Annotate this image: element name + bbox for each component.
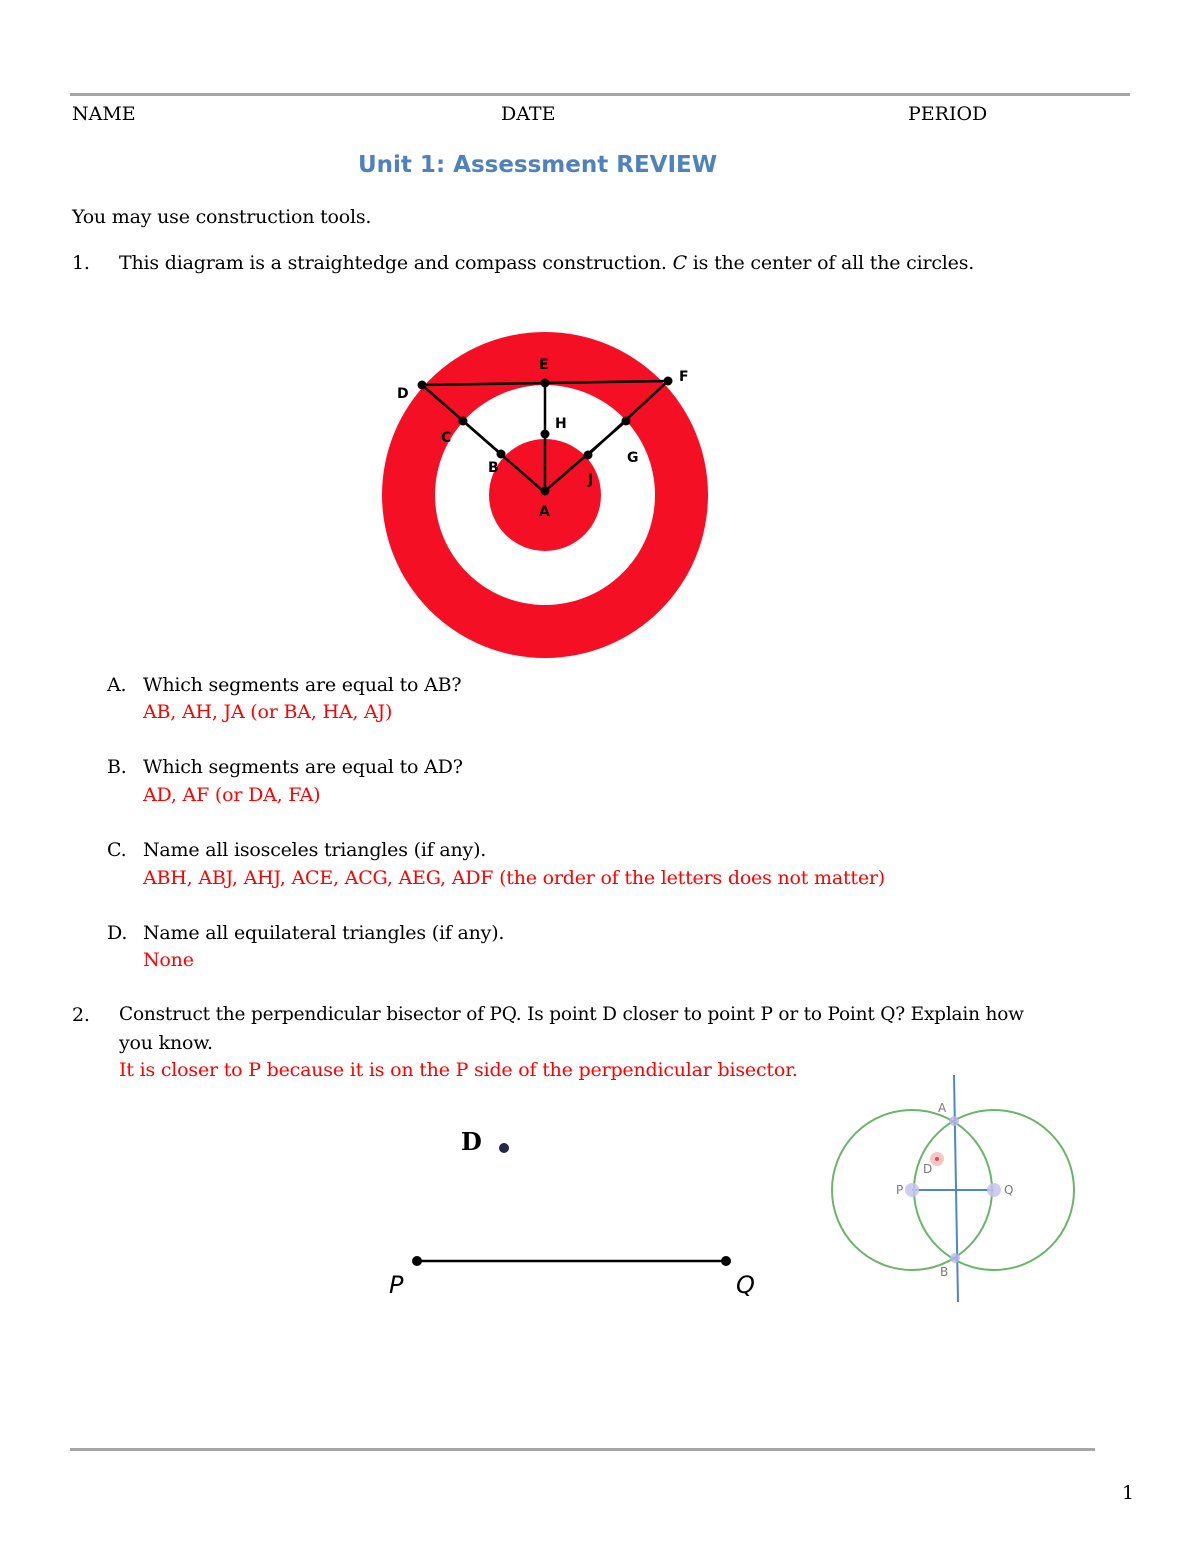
part-b-question: Which segments are equal to AD? [143, 756, 463, 778]
label-e: E [539, 357, 549, 373]
top-rule [70, 93, 1130, 96]
label-d: D [397, 386, 409, 402]
sol-label-b: B [940, 1265, 949, 1279]
part-d-question: Name all equilateral triangles (if any). [143, 922, 505, 944]
label-h: H [555, 416, 567, 432]
point-h [541, 430, 550, 439]
solution-diagram [830, 1070, 1080, 1310]
label-f: F [679, 369, 689, 385]
perpendicular-bisector [954, 1075, 958, 1302]
page-title: Unit 1: Assessment REVIEW [358, 152, 718, 178]
target-diagram [375, 325, 715, 665]
point-p-dot [412, 1256, 422, 1266]
part-a-letter: A. [107, 674, 127, 696]
point-p-label: P [389, 1271, 404, 1299]
part-c-letter: C. [107, 839, 127, 861]
point-d [418, 381, 427, 390]
point-p-marker [905, 1183, 919, 1197]
point-b-marker [950, 1253, 960, 1263]
q1-text-before: This diagram is a straightedge and compass construction. [119, 252, 667, 274]
part-d-answer: None [143, 949, 194, 971]
point-d-marker [935, 1157, 939, 1161]
sol-label-p: P [896, 1183, 904, 1197]
label-c: C [441, 430, 452, 446]
point-b [497, 450, 506, 459]
point-a [541, 487, 550, 496]
point-e [541, 379, 550, 388]
label-b: B [488, 460, 499, 476]
part-c-answer: ABH, ABJ, AHJ, ACE, ACG, AEG, ADF (the order of the letters does not matter) [143, 867, 885, 889]
label-j: J [588, 472, 594, 488]
period-label: PERIOD [908, 103, 988, 125]
point-q-label: Q [736, 1271, 755, 1299]
page-number: 1 [1122, 1482, 1134, 1504]
point-g [622, 417, 631, 426]
q2-answer: It is closer to P because it is on the P side of the perpendicular bisector. [119, 1059, 798, 1081]
q2-text-line2: you know. [119, 1032, 213, 1054]
part-a-answer: AB, AH, JA (or BA, HA, AJ) [143, 701, 393, 723]
point-d-label: D [461, 1127, 482, 1156]
point-q-dot [721, 1256, 731, 1266]
q2-text-line1: Construct the perpendicular bisector of PQ. Is point D closer to point P or to Point Q? Explain how [119, 1004, 1024, 1025]
point-c [459, 417, 468, 426]
bottom-rule [70, 1448, 1095, 1451]
date-label: DATE [501, 103, 556, 125]
point-f [664, 377, 673, 386]
pq-diagram [380, 1115, 800, 1315]
point-d-dot [499, 1143, 509, 1153]
q1-text [119, 252, 974, 274]
point-a-marker [949, 1116, 959, 1126]
part-d-letter: D. [107, 922, 128, 944]
q1-text-after: is the center of all the circles. [692, 252, 975, 274]
q2-number: 2. [72, 1004, 90, 1026]
intro-text: You may use construction tools. [72, 206, 372, 228]
sol-label-a: A [938, 1101, 947, 1115]
label-g: G [627, 450, 639, 466]
point-j [584, 451, 593, 460]
point-q-marker [987, 1183, 1001, 1197]
part-b-letter: B. [107, 756, 127, 778]
label-a: A [539, 504, 550, 520]
q1-number: 1. [72, 252, 90, 274]
sol-label-d: D [923, 1162, 933, 1176]
part-a-question: Which segments are equal to AB? [143, 674, 462, 696]
q1-text-var: C [672, 252, 687, 274]
part-c-question: Name all isosceles triangles (if any). [143, 839, 487, 861]
part-b-answer: AD, AF (or DA, FA) [143, 784, 321, 806]
name-label: NAME [72, 103, 136, 125]
sol-label-q: Q [1004, 1183, 1014, 1197]
